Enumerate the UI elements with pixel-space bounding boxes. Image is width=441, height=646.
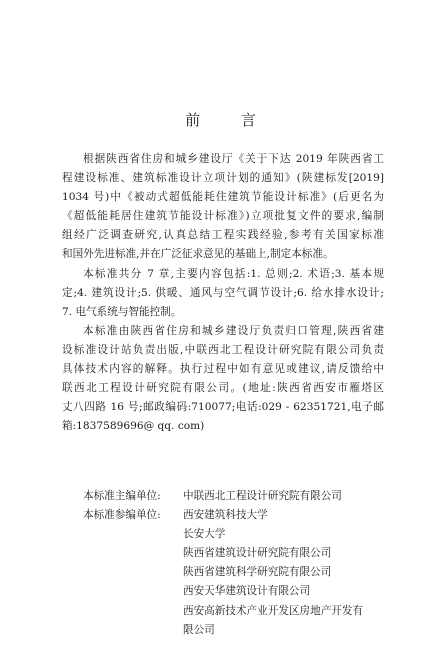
paragraph-line: 程建设标准、建筑标准设计立项计划的通知》(陕建标发[2019] — [62, 172, 384, 185]
paragraph-line: 7. 电气系统与智能控制。 — [62, 305, 182, 318]
participant-unit-label: 本标准参编单位: — [83, 509, 161, 522]
units-list — [62, 487, 392, 640]
editor-unit-label: 本标准主编单位: — [83, 490, 161, 502]
editor-unit-row — [62, 487, 392, 506]
participant-unit-name: 陕西省建筑设计研究院有限公司 — [183, 547, 332, 560]
participant-unit-name: 西安建筑科技大学 — [183, 509, 268, 522]
participant-unit-name: 西安天华建筑设计有限公司 — [183, 585, 311, 598]
paragraph-line: 联西北工程设计研究院有限公司。(地址:陕西省西安市雁塔区 — [62, 382, 384, 395]
paragraph-line: 本标准共分 7 章,主要内容包括:1. 总则;2. 术语;3. 基本规 — [83, 267, 384, 280]
paragraph-line: 箱:1837589696@ qq. com) — [62, 420, 205, 433]
page-title: 前 言 — [185, 111, 274, 129]
paragraph-line: 1034 号)中《被动式超低能耗住建筑节能设计标准》(后更名为 — [62, 191, 384, 204]
participant-unit-name: 限公司 — [183, 623, 215, 636]
participant-unit-name: 长安大学 — [183, 528, 226, 541]
paragraph-line: 丈八四路 16 号;邮政编码:710077;电话:029 - 62351721,电子邮 — [62, 401, 384, 414]
editor-unit-name: 中联西北工程设计研究院有限公司 — [183, 490, 342, 502]
paragraph-line: 和国外先进标准,并在广泛征求意见的基础上,制定本标准。 — [62, 248, 334, 261]
paragraph-line: 设标准设计站负责出版,中联西北工程设计研究院有限公司负责 — [62, 343, 384, 356]
preface-body — [62, 150, 384, 436]
participant-unit-name: 陕西省建筑科学研究院有限公司 — [183, 566, 332, 579]
paragraph-line: 组经广泛调查研究,认真总结工程实践经验,参考有关国家标准 — [62, 229, 384, 242]
participant-unit-name: 西安高新技术产业开发区房地产开发有 — [183, 604, 364, 617]
paragraph-line: 《超低能耗居住建筑节能设计标准》)立项批复文件的要求,编制 — [62, 210, 384, 223]
participant-unit-row — [62, 506, 392, 525]
paragraph-line: 具体技术内容的解释。执行过程中如有意见或建议,请反馈给中 — [62, 363, 384, 376]
paragraph-line: 根据陕西省住房和城乡建设厅《关于下达 2019 年陕西省工 — [83, 153, 384, 165]
paragraph-line: 本标准由陕西省住房和城乡建设厅负责归口管理,陕西省建 — [83, 324, 384, 337]
paragraph-line: 定;4. 建筑设计;5. 供暖、通风与空气调节设计;6. 给水排水设计; — [62, 286, 384, 299]
